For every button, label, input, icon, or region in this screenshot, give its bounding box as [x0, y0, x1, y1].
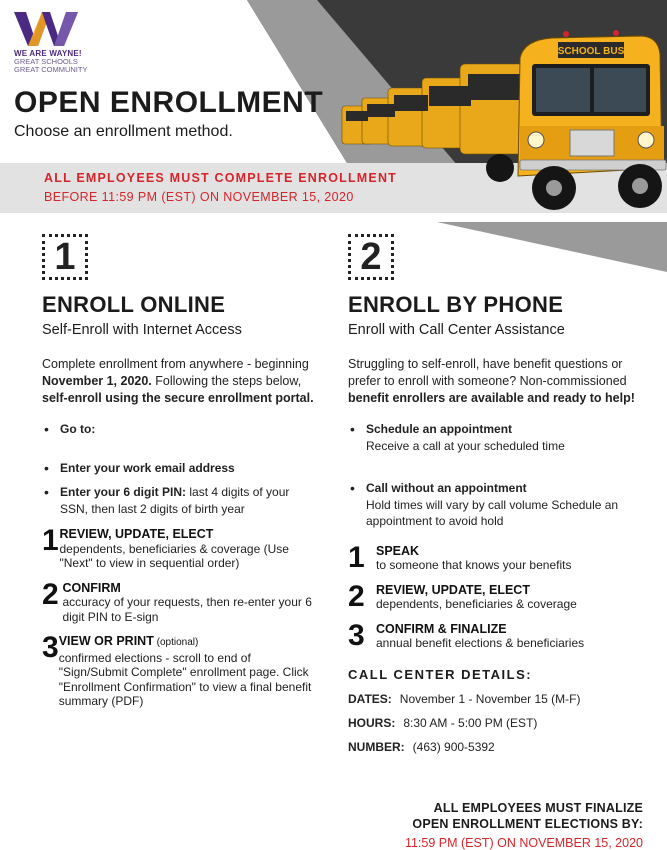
bus-sign-text: SCHOOL BUS — [557, 46, 625, 57]
step-number: 3 — [348, 618, 365, 652]
footer-line1: ALL EMPLOYEES MUST FINALIZE — [433, 801, 643, 815]
deadline-band-line2: BEFORE 11:59 PM (EST) ON NOVEMBER 15, 2020 — [44, 190, 354, 204]
footer-deadline — [405, 800, 643, 850]
phone-bullet-list — [348, 421, 648, 530]
page-title: OPEN ENROLLMENT — [14, 86, 324, 119]
call-center-title: CALL CENTER DETAILS: — [348, 666, 533, 682]
section-subheading: Self-Enroll with Internet Access — [42, 322, 242, 338]
section-subheading: Enroll with Call Center Assistance — [348, 322, 565, 338]
footer-line3: 11:59 PM (EST) ON NOVEMBER 15, 2020 — [404, 836, 643, 850]
list-item: • Call without an appointment Hold times will vary by call volume Schedule an appointment to avoid hold — [348, 480, 648, 530]
page-subtitle: Choose an enrollment method. — [14, 123, 233, 140]
phone-step-2: 2 REVIEW, UPDATE, ELECT dependents, beneficiaries & coverage — [348, 579, 577, 613]
enroll-phone-section — [348, 234, 648, 754]
call-center-hours: HOURS: 8:30 AM - 5:00 PM (EST) — [348, 715, 538, 730]
list-item: • Go to: — [42, 421, 317, 438]
step-number-box: 2 — [348, 234, 394, 280]
section-heading: ENROLL ONLINE — [42, 292, 226, 317]
online-step-3: 3 VIEW OR PRINT (optional) confirmed elections - scroll to end of "Sign/Submit Complete" enrollment page. Click "Enrollment Confirmation" to view a final benefit summary (PDF) — [42, 631, 312, 708]
enroll-online-section — [42, 234, 317, 709]
deadline-band-line1: ALL EMPLOYEES MUST COMPLETE ENROLLMENT — [44, 171, 398, 185]
step-number: 1 — [42, 524, 59, 557]
school-bus-image — [340, 18, 667, 214]
step-number: 3 — [42, 631, 59, 664]
logo-line-great-community: GREAT COMMUNITY — [14, 65, 88, 74]
phone-step-1: 1 SPEAK to someone that knows your benefits — [348, 540, 572, 574]
phone-step-3: 3 CONFIRM & FINALIZE annual benefit elections & beneficiaries — [348, 618, 585, 652]
call-center-dates: DATES: November 1 - November 15 (M-F) — [348, 691, 581, 706]
online-step-2: 2 CONFIRM accuracy of your requests, then re-enter your 6 digit PIN to E-sign — [42, 577, 312, 624]
step-number: 1 — [348, 540, 365, 574]
call-center-number[interactable]: NUMBER: (463) 900-5392 — [348, 739, 495, 754]
footer-line2: OPEN ENROLLMENT ELECTIONS BY: — [412, 817, 643, 831]
list-item: • Enter your 6 digit PIN: last 4 digits of your SSN, then last 2 digits of birth year — [42, 484, 317, 517]
step-number: 2 — [348, 579, 365, 613]
district-logo — [14, 10, 94, 74]
call-center-details — [348, 667, 648, 754]
logo-line-great-schools: GREAT SCHOOLS — [14, 57, 78, 66]
online-bullet-list — [42, 421, 317, 517]
step-number: 2 — [42, 577, 59, 611]
section-intro: Struggling to self-enroll, have benefit questions or prefer to enroll with someone? Non-commissioned benefit enrollers are available and ready to help! — [348, 357, 635, 405]
section-heading: ENROLL BY PHONE — [348, 292, 564, 317]
list-item: • Schedule an appointment Receive a call at your scheduled time — [348, 421, 648, 454]
online-step-1: 1 REVIEW, UPDATE, ELECT dependents, beneficiaries & coverage (Use "Next" to view in sequential order) — [42, 524, 289, 570]
step-number-box: 1 — [42, 234, 88, 280]
section-intro: Complete enrollment from anywhere - beginning November 1, 2020. Following the steps below, self-enroll using the secure enrollment portal. — [42, 357, 314, 405]
logo-tagline: WE ARE WAYNE! — [14, 49, 82, 58]
list-item: • Enter your work email address — [42, 460, 317, 477]
wayne-w-logo-icon — [14, 10, 78, 48]
